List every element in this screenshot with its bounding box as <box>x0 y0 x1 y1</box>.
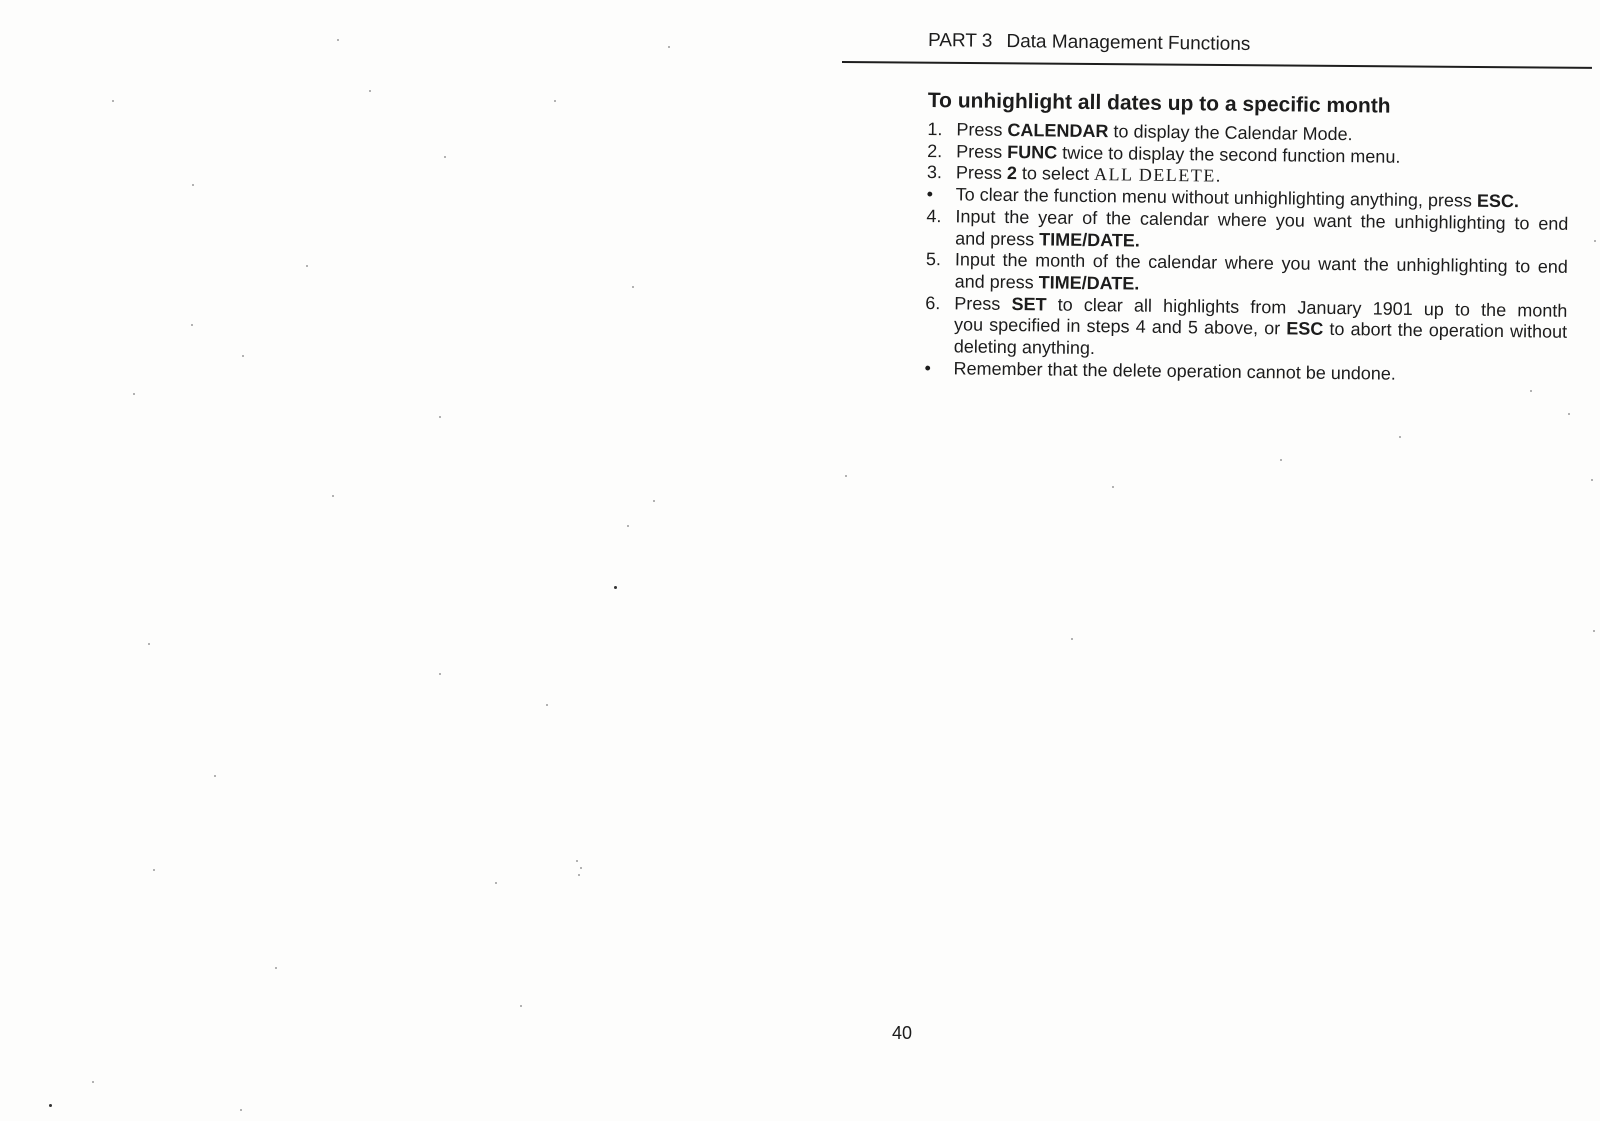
step-number: 3. <box>926 162 943 183</box>
step-text-segment: to clear all highlights from January 1901 up to the month <box>1046 294 1568 321</box>
step-number: 4. <box>926 205 942 226</box>
scan-speck <box>49 1104 52 1107</box>
scan-speck <box>576 860 578 862</box>
step-number: 1. <box>927 118 943 140</box>
scan-speck <box>1591 479 1593 481</box>
scan-speck <box>112 100 114 102</box>
step-text-segment: Input the year of the calendar where you want the unhighlighting to end <box>955 206 1569 234</box>
step-text-segment: and press <box>955 227 1040 249</box>
step-text-segment: to select <box>1016 163 1095 185</box>
step-5 <box>926 249 1568 300</box>
step-number: 6. <box>925 292 941 313</box>
scan-speck <box>133 393 135 395</box>
scan-speck <box>444 156 446 158</box>
scan-speck <box>275 967 277 969</box>
key-name: TIME/DATE. <box>1039 228 1141 251</box>
scan-speck <box>578 874 580 876</box>
menu-option-label: ALL DELETE. <box>1093 164 1222 187</box>
scan-speck <box>1112 486 1114 488</box>
step-4 <box>926 206 1568 257</box>
part-number: PART 3 <box>927 30 993 52</box>
scan-speck <box>332 495 334 497</box>
scan-speck <box>439 416 441 418</box>
scan-speck <box>495 882 497 884</box>
step-number: 2. <box>927 140 943 161</box>
running-header <box>928 30 1251 56</box>
step-number: 5. <box>925 249 942 270</box>
key-name: SET <box>1011 293 1047 315</box>
step-text <box>954 293 1568 366</box>
key-name: ESC. <box>1476 190 1520 212</box>
scan-speck <box>92 1081 94 1083</box>
step-text-segment: to abort the operation without <box>1323 319 1568 343</box>
step-text-segment: deleting anything. <box>953 336 1096 359</box>
scan-speck <box>653 500 655 502</box>
key-name: FUNC <box>1007 141 1058 163</box>
bullet-marker: • <box>924 357 932 378</box>
scan-speck <box>1593 630 1595 632</box>
scan-speck <box>520 1005 522 1007</box>
scan-speck <box>439 673 441 675</box>
step-text-segment: Remember that the delete operation cannot be undone. <box>953 358 1396 384</box>
key-name: TIME/DATE. <box>1038 272 1140 294</box>
scan-speck <box>242 355 244 357</box>
step-text-segment: Press <box>955 162 1008 184</box>
scan-speck <box>668 46 670 48</box>
key-name: 2 <box>1006 163 1018 184</box>
step-text-segment: Input the month of the calendar where you want the unhighlighting to end <box>954 249 1568 278</box>
scan-speck <box>1530 390 1532 392</box>
header-rule <box>842 61 1592 68</box>
part-title: Data Management Functions <box>1006 30 1251 55</box>
scan-speck <box>632 286 634 288</box>
step-text <box>955 206 1568 257</box>
scan-speck <box>369 90 371 92</box>
scan-speck <box>1399 436 1401 438</box>
key-name: CALENDAR <box>1007 119 1109 142</box>
page-number: 40 <box>892 1023 913 1043</box>
scan-speck <box>554 100 556 102</box>
scan-speck <box>337 39 339 41</box>
instructions-section <box>924 88 1570 387</box>
scan-speck <box>240 1109 242 1111</box>
scan-speck <box>306 265 308 267</box>
step-text <box>954 250 1567 301</box>
step-text-segment: Press <box>954 292 1012 314</box>
step-text-segment: and press <box>954 271 1039 293</box>
scan-speck <box>614 586 617 589</box>
scan-speck <box>214 775 216 777</box>
scan-speck <box>148 643 150 645</box>
scan-speck <box>1280 459 1282 461</box>
step-6 <box>925 293 1568 366</box>
section-heading: To unhighlight all dates up to a specific month <box>927 88 1391 118</box>
step-text-segment: twice to display the second function menu. <box>1057 142 1401 167</box>
scan-speck <box>153 869 155 871</box>
scan-speck <box>192 184 194 186</box>
key-name: ESC <box>1286 318 1324 340</box>
steps-list <box>924 119 1569 387</box>
scan-speck <box>1568 413 1570 415</box>
scan-speck <box>580 867 582 869</box>
scan-speck <box>845 475 847 477</box>
scan-speck <box>1594 240 1596 242</box>
step-text-segment: Press <box>956 141 1008 162</box>
step-text-segment: To clear the function menu without unhighlighting anything, press <box>955 184 1478 211</box>
bullet-marker: • <box>926 184 934 205</box>
scan-speck <box>546 704 548 706</box>
step-text-segment: you specified in steps 4 and 5 above, or <box>953 314 1287 339</box>
scan-speck <box>627 525 629 527</box>
step-text-segment: Press <box>956 119 1008 140</box>
step-text-segment: to display the Calendar Mode. <box>1108 121 1353 145</box>
scan-speck <box>191 324 193 326</box>
scan-speck <box>1071 638 1073 640</box>
